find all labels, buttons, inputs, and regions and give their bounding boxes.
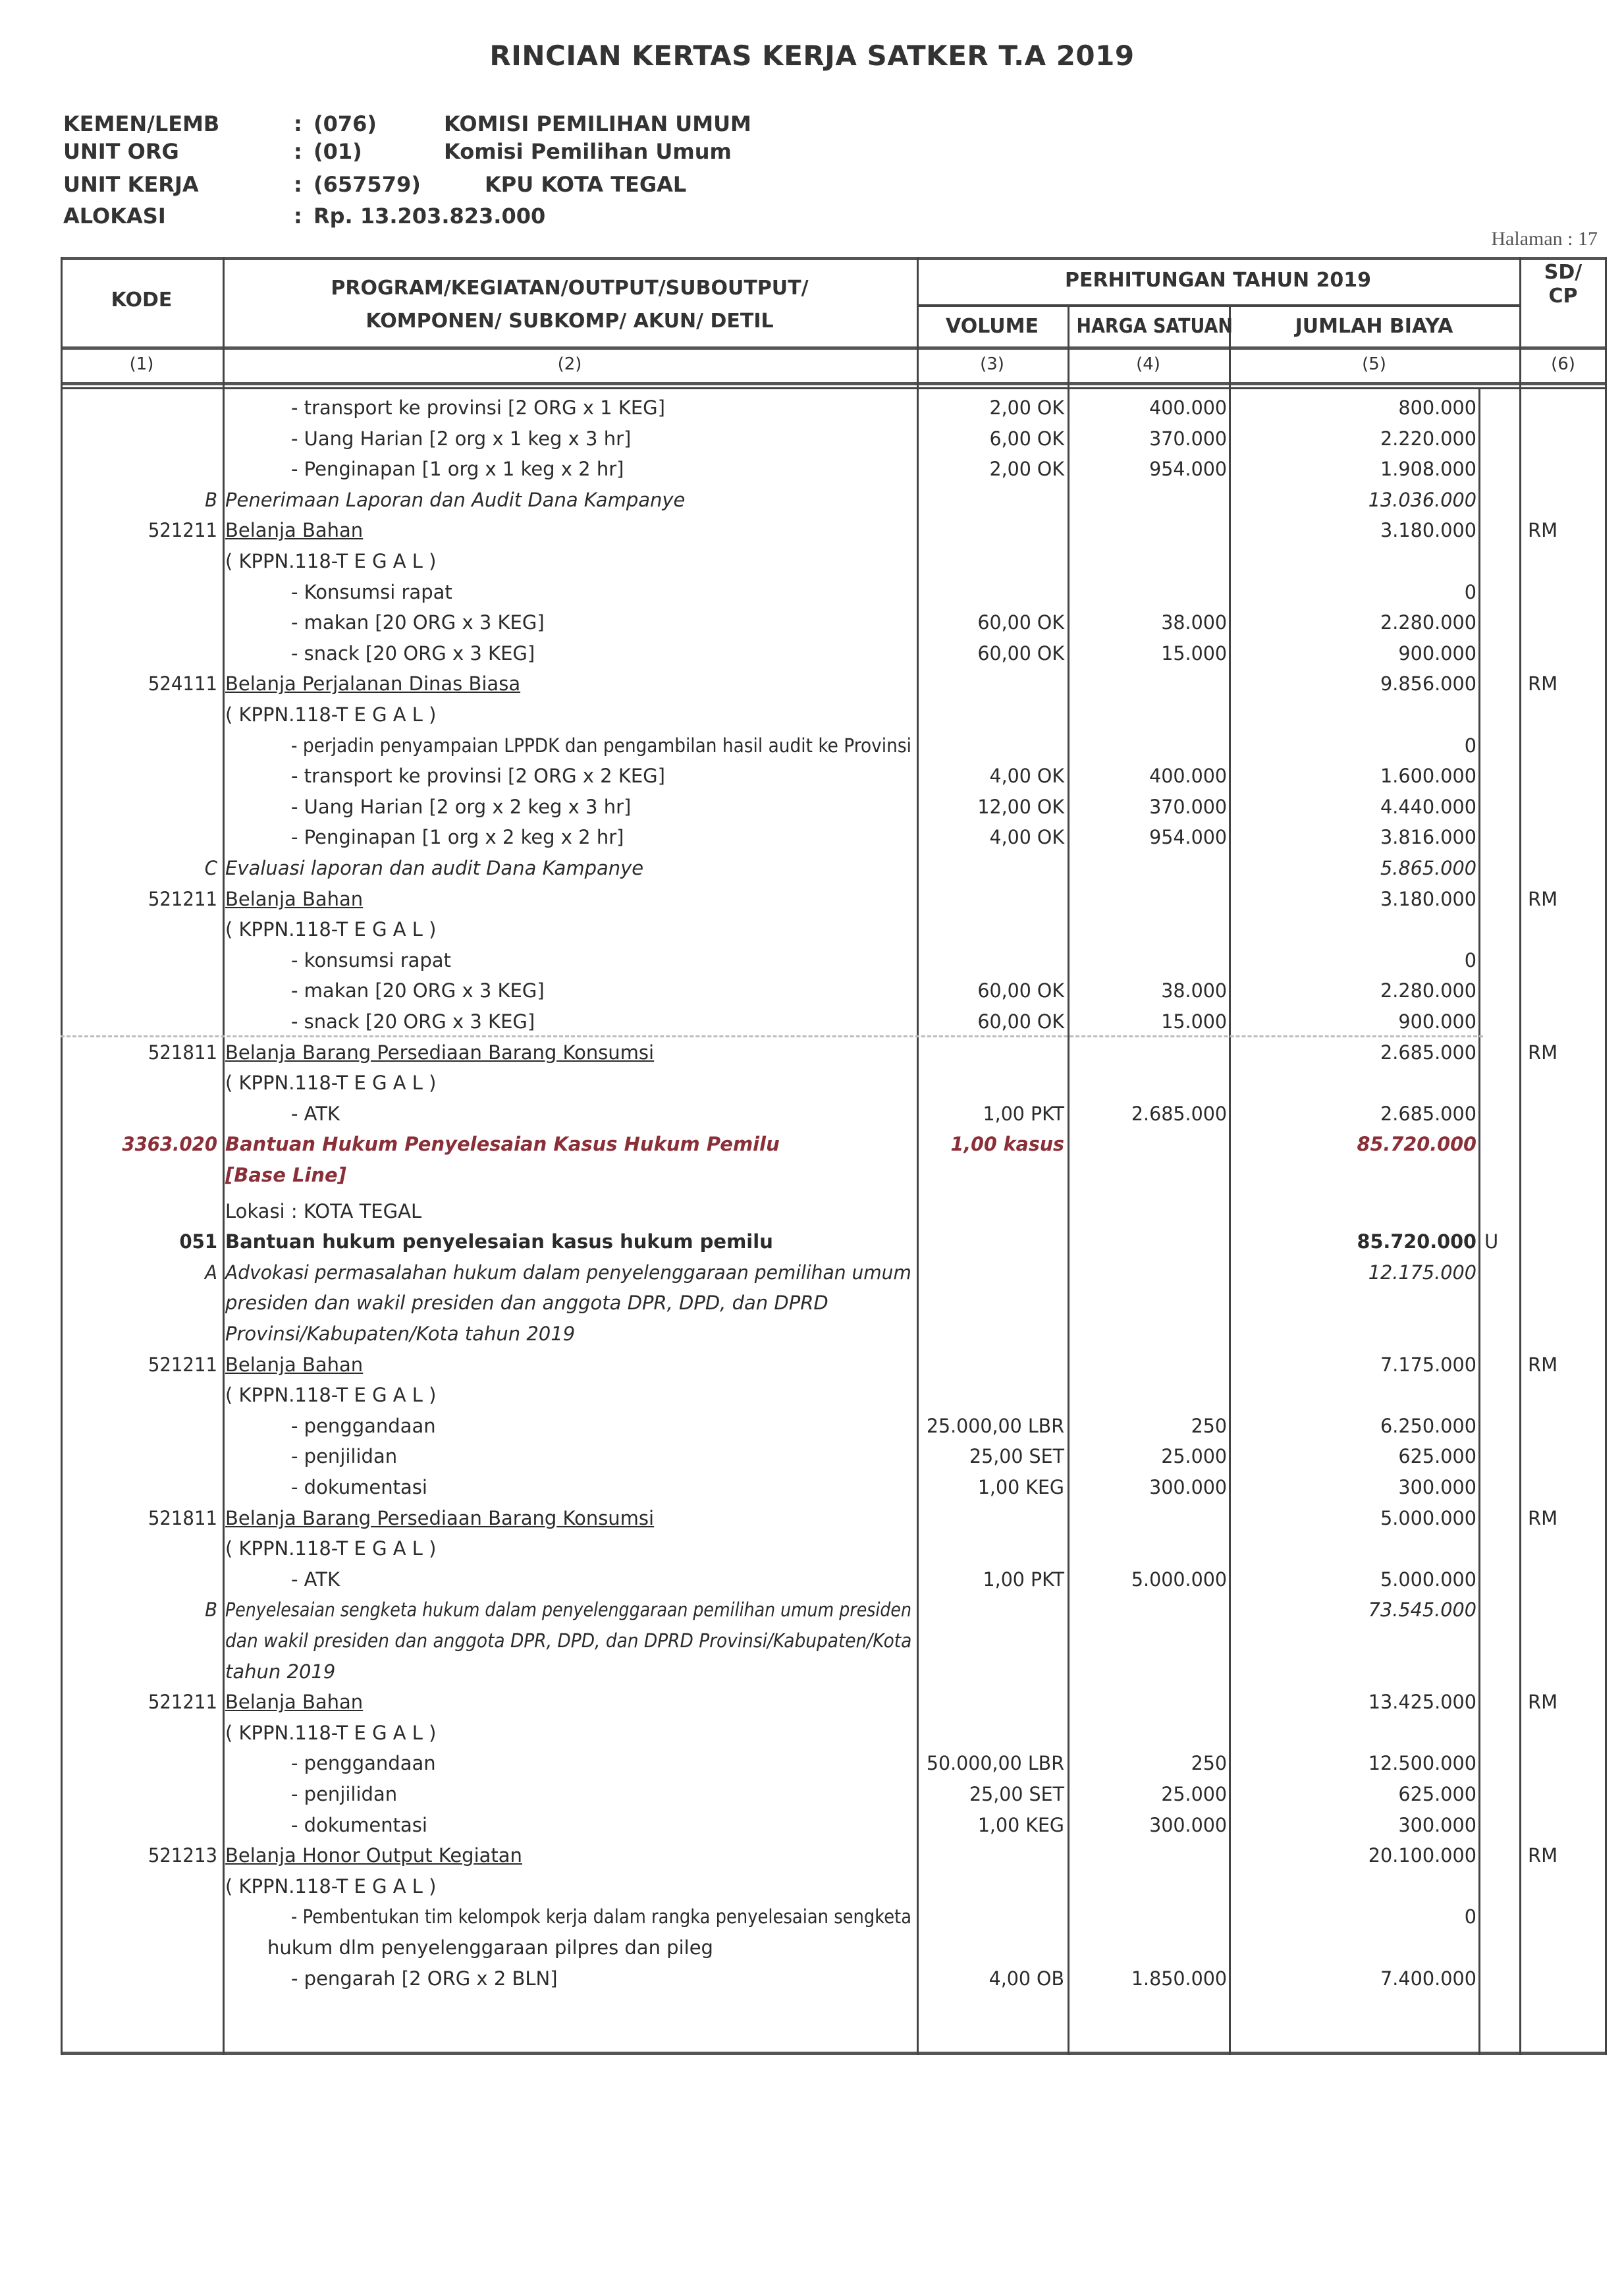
table-row: [61, 1441, 1607, 1471]
row-jumlah-biaya: 5.000.000: [1380, 1568, 1476, 1591]
row-description: - penggandaan: [291, 1414, 436, 1437]
row-jumlah-biaya: 12.500.000: [1368, 1752, 1476, 1775]
row-description: ( KPPN.118-T E G A L ): [225, 1537, 437, 1560]
row-description: - penjilidan: [291, 1445, 398, 1468]
header-program-line1: PROGRAM/KEGIATAN/OUTPUT/SUBOUTPUT/: [331, 277, 809, 300]
header-sdcp-line2: CP: [1548, 285, 1578, 308]
row-kode: C: [204, 857, 217, 879]
row-kode: B: [205, 1599, 217, 1622]
row-description: - snack [20 ORG x 3 KEG]: [291, 1010, 535, 1033]
meta-label: UNIT ORG: [63, 139, 179, 164]
row-jumlah-biaya: 0: [1464, 734, 1476, 757]
row-description: Bantuan hukum penyelesaian kasus hukum pemilu: [225, 1230, 773, 1253]
row-jumlah-biaya: 2.280.000: [1380, 611, 1476, 634]
row-volume: 60,00 OK: [977, 979, 1064, 1002]
row-kode: A: [205, 1261, 217, 1284]
row-jumlah-biaya: 12.175.000: [1368, 1261, 1476, 1284]
row-sumber-dana: RM: [1528, 1844, 1558, 1867]
table-row: [61, 546, 1607, 576]
table-row: [61, 1319, 1607, 1349]
row-description: - Penginapan [1 org x 1 keg x 2 hr]: [291, 458, 624, 481]
row-harga-satuan: 954.000: [1149, 826, 1227, 849]
meta-label: KEMEN/LEMB: [63, 111, 220, 136]
table-row: [61, 1350, 1607, 1380]
meta-colon: :: [294, 139, 302, 164]
table-row: [61, 1840, 1607, 1871]
row-description: ( KPPN.118-T E G A L ): [225, 703, 437, 726]
row-description: Provinsi/Kabupaten/Kota tahun 2019: [225, 1323, 576, 1345]
table-row: [61, 1472, 1607, 1502]
table-row: [61, 638, 1607, 669]
row-harga-satuan: 250: [1191, 1752, 1227, 1775]
table-row: [61, 515, 1607, 545]
table-row: [61, 914, 1607, 944]
table-row: [61, 822, 1607, 852]
row-description: tahun 2019: [225, 1660, 336, 1683]
row-jumlah-biaya: 900.000: [1398, 1010, 1476, 1033]
table-row: [61, 1871, 1607, 1901]
row-description: - Penginapan [1 org x 2 keg x 2 hr]: [291, 826, 624, 849]
row-volume: 60,00 OK: [977, 1010, 1064, 1033]
header-kode: KODE: [111, 288, 173, 312]
row-jumlah-biaya: 625.000: [1398, 1445, 1476, 1468]
row-volume: 2,00 OK: [989, 396, 1064, 419]
row-jumlah-biaya: 1.908.000: [1380, 458, 1476, 481]
table-row: [61, 945, 1607, 975]
row-jumlah-biaya: 3.180.000: [1380, 519, 1476, 542]
row-harga-satuan: 370.000: [1149, 795, 1227, 818]
row-description: Evaluasi laporan dan audit Dana Kampanye: [225, 857, 644, 879]
row-harga-satuan: 250: [1191, 1414, 1227, 1437]
row-volume: 25.000,00 LBR: [926, 1414, 1064, 1437]
row-kode: 521811: [148, 1041, 217, 1064]
row-sumber-dana: RM: [1528, 887, 1558, 910]
table-row: [61, 699, 1607, 730]
row-volume: 4,00 OK: [989, 826, 1064, 849]
row-description: - perjadin penyampaian LPPDK dan pengambilan hasil audit ke Provinsi: [291, 734, 911, 757]
row-description: Penyelesaian sengketa hukum dalam penyelenggaraan pemilihan umum presiden: [225, 1599, 911, 1622]
meta-code: (076): [313, 111, 377, 136]
table-row: [61, 1226, 1607, 1257]
row-jumlah-biaya: 3.180.000: [1380, 887, 1476, 910]
table-row: [61, 1037, 1607, 1068]
meta-kemen: [63, 111, 985, 137]
meta-unit-kerja: [63, 171, 985, 198]
row-description: - makan [20 ORG x 3 KEG]: [291, 979, 545, 1002]
row-harga-satuan: 300.000: [1149, 1813, 1227, 1836]
row-sumber-dana: RM: [1528, 1691, 1558, 1714]
table-row: [61, 607, 1607, 638]
row-description: - Uang Harian [2 org x 1 keg x 3 hr]: [291, 427, 632, 450]
row-description: - transport ke provinsi [2 ORG x 1 KEG]: [291, 396, 665, 419]
row-description: Belanja Bahan: [225, 1353, 364, 1376]
table-row: [61, 1687, 1607, 1717]
row-description: Belanja Perjalanan Dinas Biasa: [225, 672, 521, 696]
row-jumlah-biaya: 0: [1464, 948, 1476, 971]
page-title: RINCIAN KERTAS KERJA SATKER T.A 2019: [489, 40, 1135, 72]
colnum-5: (5): [1362, 354, 1386, 374]
table-row: [61, 1129, 1607, 1159]
row-kode: 3363.020: [122, 1133, 217, 1156]
row-description: ( KPPN.118-T E G A L ): [225, 1384, 437, 1407]
header-harga-satuan: HARGA SATUAN: [1076, 315, 1233, 338]
row-kode: 521211: [148, 887, 217, 910]
table-row: [61, 761, 1607, 791]
row-description: Belanja Bahan: [225, 519, 364, 542]
table-row: [61, 669, 1607, 699]
row-description: ( KPPN.118-T E G A L ): [225, 1721, 437, 1744]
row-jumlah-biaya: 13.036.000: [1368, 488, 1476, 511]
row-jumlah-biaya: 2.220.000: [1380, 427, 1476, 450]
row-kode: 521211: [148, 519, 217, 542]
row-kode: B: [205, 488, 217, 511]
table-row: [61, 975, 1607, 1006]
row-volume: 25,00 SET: [969, 1783, 1064, 1805]
row-harga-satuan: 15.000: [1161, 1010, 1227, 1033]
row-harga-satuan: 400.000: [1149, 396, 1227, 419]
meta-label: UNIT KERJA: [63, 172, 199, 197]
row-description: - konsumsi rapat: [291, 948, 451, 971]
row-jumlah-biaya: 4.440.000: [1380, 795, 1476, 818]
row-jumlah-biaya: 0: [1464, 580, 1476, 603]
row-description: Penerimaan Laporan dan Audit Dana Kampanye: [225, 488, 686, 511]
table-row: [61, 1748, 1607, 1778]
row-harga-satuan: 5.000.000: [1131, 1568, 1227, 1591]
header-volume: VOLUME: [946, 315, 1039, 338]
row-kode: 521213: [148, 1844, 217, 1867]
row-jumlah-biaya: 20.100.000: [1368, 1844, 1476, 1867]
row-description: Belanja Barang Persediaan Barang Konsumsi: [225, 1506, 655, 1529]
row-description: - makan [20 ORG x 3 KEG]: [291, 611, 545, 634]
row-sumber-dana: RM: [1528, 1506, 1558, 1529]
row-jumlah-biaya: 3.816.000: [1380, 826, 1476, 849]
row-jumlah-biaya: 5.000.000: [1380, 1506, 1476, 1529]
row-sumber-dana: RM: [1528, 1353, 1558, 1376]
row-jumlah-biaya: 0: [1464, 1905, 1476, 1928]
row-volume: 1,00 KEG: [977, 1813, 1064, 1836]
header-sdcp-line1: SD/: [1544, 261, 1583, 284]
row-harga-satuan: 38.000: [1161, 611, 1227, 634]
row-description: - snack [20 ORG x 3 KEG]: [291, 642, 535, 665]
row-harga-satuan: 25.000: [1161, 1445, 1227, 1468]
row-kode: 521211: [148, 1691, 217, 1714]
table-row: [61, 1932, 1607, 1963]
row-harga-satuan: 1.850.000: [1131, 1967, 1227, 1990]
table-row: [61, 454, 1607, 484]
table-row: [61, 1963, 1607, 1994]
row-jumlah-biaya: 5.865.000: [1380, 857, 1476, 879]
table-row: [61, 1503, 1607, 1533]
table-row: [61, 1656, 1607, 1687]
row-description: Lokasi : KOTA TEGAL: [225, 1199, 422, 1222]
row-volume: 4,00 OK: [989, 765, 1064, 788]
row-description: Bantuan Hukum Penyelesaian Kasus Hukum Pemilu: [225, 1133, 780, 1156]
row-volume: 1,00 PKT: [983, 1568, 1064, 1591]
row-description: - pengarah [2 ORG x 2 BLN]: [291, 1967, 558, 1990]
row-description: Belanja Bahan: [225, 1691, 364, 1714]
row-description: Belanja Honor Output Kegiatan: [225, 1844, 522, 1867]
row-description: Advokasi permasalahan hukum dalam penyelenggaraan pemilihan umum: [225, 1261, 911, 1284]
colnum-2: (2): [557, 354, 582, 374]
row-volume: 6,00 OK: [989, 427, 1064, 450]
row-sumber-dana: RM: [1528, 672, 1558, 696]
row-jumlah-biaya: 300.000: [1398, 1813, 1476, 1836]
row-volume: 60,00 OK: [977, 642, 1064, 665]
table-row: [61, 884, 1607, 914]
meta-colon: :: [294, 111, 302, 136]
row-volume: 25,00 SET: [969, 1445, 1064, 1468]
table-row: [61, 1006, 1607, 1037]
row-jumlah-biaya: 625.000: [1398, 1783, 1476, 1805]
row-description: - Konsumsi rapat: [291, 580, 452, 603]
table-row: [61, 792, 1607, 822]
page-number: Halaman : 17: [1491, 228, 1598, 250]
meta-colon: :: [294, 172, 302, 197]
row-description: - ATK: [291, 1568, 340, 1591]
meta-code: (657579): [313, 172, 421, 197]
row-jumlah-biaya: 9.856.000: [1380, 672, 1476, 696]
row-harga-satuan: 954.000: [1149, 458, 1227, 481]
table-row: [61, 1068, 1607, 1098]
row-description: [Base Line]: [225, 1164, 346, 1186]
row-description: presiden dan wakil presiden dan anggota DPR, DPD, dan DPRD: [225, 1292, 828, 1315]
row-jumlah-biaya: 2.280.000: [1380, 979, 1476, 1002]
row-kode: 521811: [148, 1506, 217, 1529]
colnum-4: (4): [1136, 354, 1160, 374]
row-harga-satuan: 38.000: [1161, 979, 1227, 1002]
row-description: Belanja Bahan: [225, 887, 364, 910]
row-harga-satuan: 2.685.000: [1131, 1102, 1227, 1125]
meta-name: KPU KOTA TEGAL: [485, 172, 687, 197]
row-description: dan wakil presiden dan anggota DPR, DPD, dan DPRD Provinsi/Kabupaten/Kota: [225, 1629, 912, 1652]
row-description: - ATK: [291, 1102, 340, 1125]
row-description: ( KPPN.118-T E G A L ): [225, 550, 437, 572]
row-jumlah-biaya: 6.250.000: [1380, 1414, 1476, 1437]
meta-code: (01): [313, 139, 362, 164]
row-description: ( KPPN.118-T E G A L ): [225, 918, 437, 941]
table-row: [61, 853, 1607, 883]
row-volume: 1,00 kasus: [950, 1133, 1064, 1156]
table-row: [61, 1564, 1607, 1595]
meta-unit-org: [63, 138, 985, 165]
row-description: - transport ke provinsi [2 ORG x 2 KEG]: [291, 765, 665, 788]
row-description: ( KPPN.118-T E G A L ): [225, 1072, 437, 1095]
row-harga-satuan: 25.000: [1161, 1783, 1227, 1805]
meta-colon: :: [294, 204, 302, 229]
row-jumlah-biaya: 900.000: [1398, 642, 1476, 665]
row-jumlah-biaya: 2.685.000: [1380, 1041, 1476, 1064]
colnum-3: (3): [980, 354, 1004, 374]
row-flag: U: [1484, 1230, 1499, 1253]
row-sumber-dana: RM: [1528, 1041, 1558, 1064]
table-row: [61, 1718, 1607, 1748]
row-description: - penjilidan: [291, 1783, 398, 1805]
table-row: [61, 730, 1607, 761]
meta-name: KOMISI PEMILIHAN UMUM: [444, 111, 751, 136]
table-row: [61, 1099, 1607, 1129]
table-row: [61, 1595, 1607, 1625]
table-row: [61, 1533, 1607, 1564]
row-harga-satuan: 15.000: [1161, 642, 1227, 665]
colnum-6: (6): [1551, 354, 1575, 374]
header-jumlah-biaya: JUMLAH BIAYA: [1295, 315, 1453, 338]
row-harga-satuan: 300.000: [1149, 1476, 1227, 1498]
header-perhitungan: PERHITUNGAN TAHUN 2019: [1064, 269, 1372, 292]
row-jumlah-biaya: 85.720.000: [1357, 1133, 1476, 1156]
row-volume: 12,00 OK: [977, 795, 1064, 818]
table-row: [61, 1160, 1607, 1190]
row-volume: 2,00 OK: [989, 458, 1064, 481]
row-volume: 1,00 PKT: [983, 1102, 1064, 1125]
row-jumlah-biaya: 2.685.000: [1380, 1102, 1476, 1125]
row-jumlah-biaya: 800.000: [1398, 396, 1476, 419]
table-row: [61, 577, 1607, 607]
row-jumlah-biaya: 85.720.000: [1357, 1230, 1476, 1253]
row-description: Belanja Barang Persediaan Barang Konsumsi: [225, 1041, 655, 1064]
row-jumlah-biaya: 300.000: [1398, 1476, 1476, 1498]
row-jumlah-biaya: 73.545.000: [1368, 1599, 1476, 1622]
table-row: [61, 485, 1607, 515]
table-row: [61, 1411, 1607, 1441]
table-row: [61, 1626, 1607, 1656]
row-harga-satuan: 370.000: [1149, 427, 1227, 450]
colnum-1: (1): [129, 354, 154, 374]
budget-table: [61, 257, 1607, 2055]
row-jumlah-biaya: 1.600.000: [1380, 765, 1476, 788]
row-volume: 1,00 KEG: [977, 1476, 1064, 1498]
row-kode: 051: [179, 1230, 217, 1253]
row-harga-satuan: 400.000: [1149, 765, 1227, 788]
row-description: hukum dlm penyelenggaraan pilpres dan pileg: [267, 1936, 713, 1959]
table-row: [61, 1288, 1607, 1318]
row-description: - Pembentukan tim kelompok kerja dalam rangka penyelesaian sengketa: [291, 1905, 912, 1928]
table-row: [61, 1380, 1607, 1410]
table-row: [61, 1901, 1607, 1932]
row-jumlah-biaya: 13.425.000: [1368, 1691, 1476, 1714]
row-sumber-dana: RM: [1528, 519, 1558, 542]
meta-label: ALOKASI: [63, 204, 166, 229]
row-volume: 60,00 OK: [977, 611, 1064, 634]
row-jumlah-biaya: 7.400.000: [1380, 1967, 1476, 1990]
row-description: - dokumentasi: [291, 1476, 427, 1498]
row-volume: 4,00 OB: [988, 1967, 1064, 1990]
table-row: [61, 1779, 1607, 1809]
row-description: - Uang Harian [2 org x 2 keg x 3 hr]: [291, 795, 632, 818]
meta-amount: Rp. 13.203.823.000: [313, 204, 546, 229]
table-row: [61, 1810, 1607, 1840]
table-row: [61, 1196, 1607, 1226]
meta-name: Komisi Pemilihan Umum: [444, 139, 732, 164]
row-description: - dokumentasi: [291, 1813, 427, 1836]
table-row: [61, 393, 1607, 423]
header-program-line2: KOMPONEN/ SUBKOMP/ AKUN/ DETIL: [365, 310, 774, 333]
row-description: - penggandaan: [291, 1752, 436, 1775]
row-volume: 50.000,00 LBR: [926, 1752, 1064, 1775]
row-jumlah-biaya: 7.175.000: [1380, 1353, 1476, 1376]
table-row: [61, 1257, 1607, 1288]
meta-alokasi: [63, 203, 985, 229]
table-row: [61, 424, 1607, 454]
row-kode: 524111: [148, 672, 217, 696]
row-description: ( KPPN.118-T E G A L ): [225, 1874, 437, 1898]
row-kode: 521211: [148, 1353, 217, 1376]
